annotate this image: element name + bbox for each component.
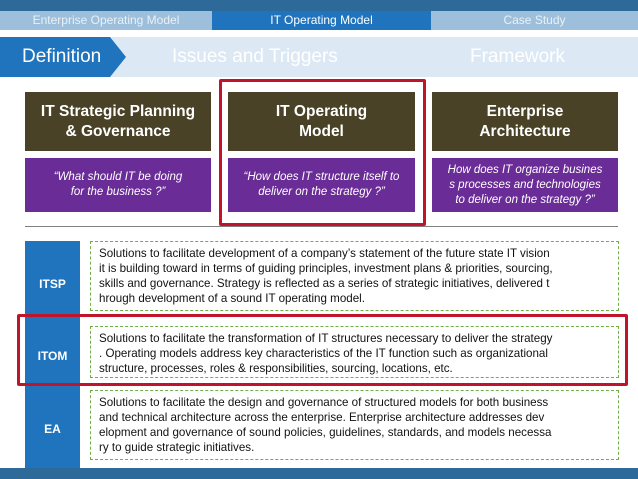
column-question-itsp: “What should IT be doing for the business ?” bbox=[25, 158, 211, 212]
highlight-itom-column bbox=[219, 79, 426, 226]
bottom-accent-bar bbox=[0, 468, 638, 479]
section-definition[interactable]: Definition bbox=[22, 46, 102, 67]
tab-enterprise-operating-model[interactable]: Enterprise Operating Model bbox=[0, 11, 212, 30]
top-navigation bbox=[0, 11, 638, 30]
highlight-itom-row bbox=[17, 314, 628, 386]
column-question-itom: “How does IT structure itself to deliver on the strategy ?” bbox=[228, 158, 415, 212]
row-tag-ea: EA bbox=[25, 390, 80, 468]
column-title-itom: IT Operating Model bbox=[228, 92, 415, 151]
section-issues-and-triggers[interactable]: Issues and Triggers bbox=[172, 46, 338, 67]
tab-case-study[interactable]: Case Study bbox=[431, 11, 638, 30]
row-description-ea: Solutions to facilitate the design and governance of structured models for both business and technical architecture across the enterprise. Enterprise architecture addresses dev elopment and governance of sound policies, guidelines, standards, and models necessa ry to guide strategic initiatives. bbox=[90, 390, 619, 460]
column-title-ea: Enterprise Architecture bbox=[432, 92, 618, 151]
row-tag-itsp: ITSP bbox=[25, 241, 80, 327]
section-framework[interactable]: Framework bbox=[470, 46, 566, 67]
column-title-itsp: IT Strategic Planning & Governance bbox=[25, 92, 211, 151]
tab-it-operating-model[interactable]: IT Operating Model bbox=[212, 11, 431, 30]
top-accent-bar bbox=[0, 0, 638, 11]
column-question-ea: How does IT organize busines s processes and technologies to deliver on the strategy ?” bbox=[432, 158, 618, 212]
row-tag-itom: ITOM bbox=[25, 322, 80, 390]
row-description-itsp: Solutions to facilitate development of a company’s statement of the future state IT vision it is building toward in terms of guiding principles, investment plans & priorities, sourcing, skills and governance. Strategy is reflected as a series of strategic initiatives, delivered t hrough development of a sound IT operating model. bbox=[90, 241, 619, 311]
section-divider bbox=[25, 226, 618, 227]
row-description-itom: Solutions to facilitate the transformation of IT structures necessary to deliver the strategy . Operating models address key characteristics of the IT function such as organizational structure, processes, roles & responsibilities, sourcing, locations, etc. bbox=[90, 326, 619, 378]
